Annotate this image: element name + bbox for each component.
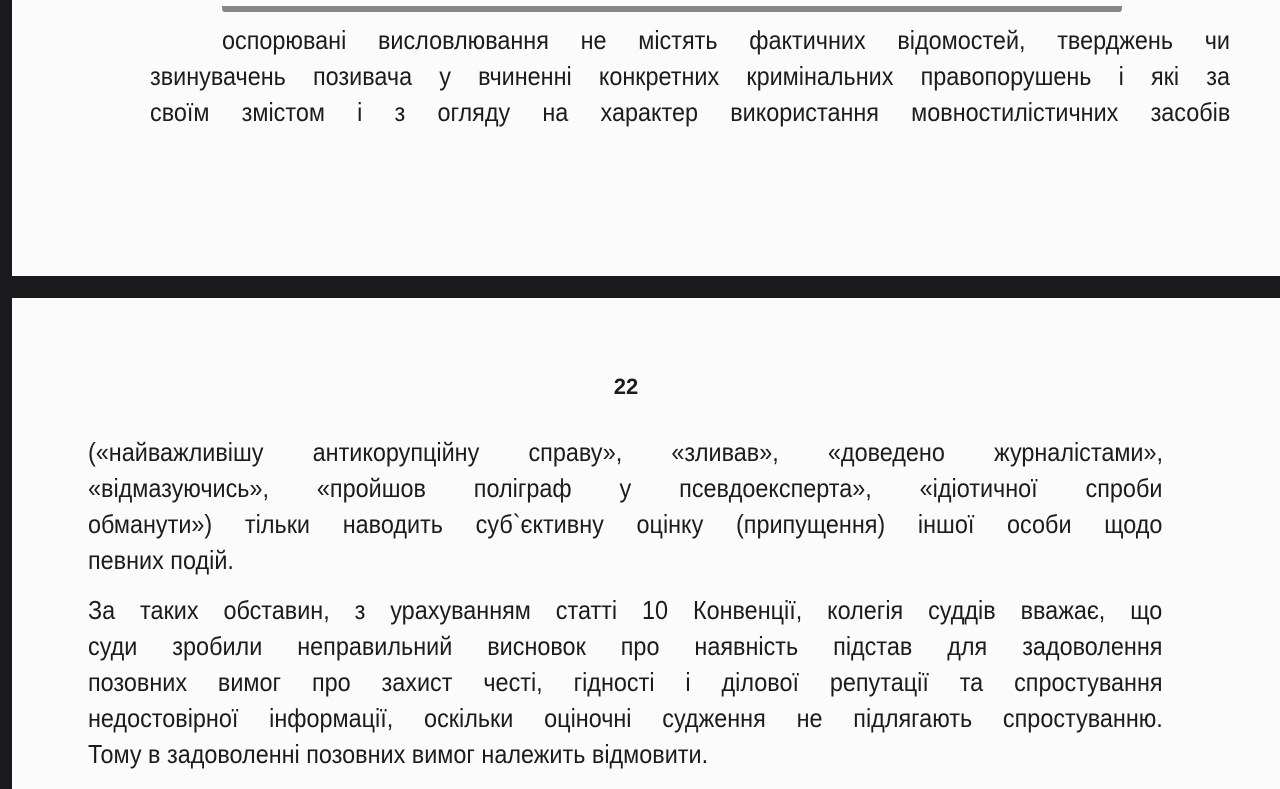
text-line: суди зробили неправильний висновок про наявність підстав для задоволення [88,631,1163,661]
text-line: («найважливішу антикорупційну справу», «зливав», «доведено журналістами», [88,437,1164,467]
page-number: 22 [613,374,639,399]
document-page-top [12,0,1280,276]
text-line: звинувачень позивача у вчиненні конкретних кримінальних правопорушень і які за [150,61,1230,91]
paragraph-2 [88,592,1163,772]
text-line: своїм змістом і з огляду на характер використання мовностилістичних засобів [150,97,1231,127]
paragraph-1 [88,434,1163,578]
text-line: Тому в задоволенні позовних вимог належить відмовити. [88,739,709,769]
text-line: обманути») тільки наводить суб`єктивну оцінку (припущення) іншої особи щодо [88,509,1163,539]
top-paragraph [150,22,1230,130]
cut-off-previous-line [222,0,1122,12]
text-line: недостовірної інформації, оскільки оціночні судження не підлягають спростуванню. [88,703,1163,733]
text-line: оспорювані висловлювання не містять фактичних відомостей, тверджень чи [222,25,1230,55]
text-line: «відмазуючись», «пройшов поліграф у псевдоексперта», «ідіотичної спроби [88,473,1163,503]
text-line: За таких обставин, з урахуванням статті 10 Конвенції, колегія суддів вважає, що [88,595,1163,625]
text-line: позовних вимог про захист честі, гідності і ділової репутації та спростування [88,667,1163,697]
text-line: певних подій. [88,545,234,575]
document-page-bottom [12,298,1280,789]
